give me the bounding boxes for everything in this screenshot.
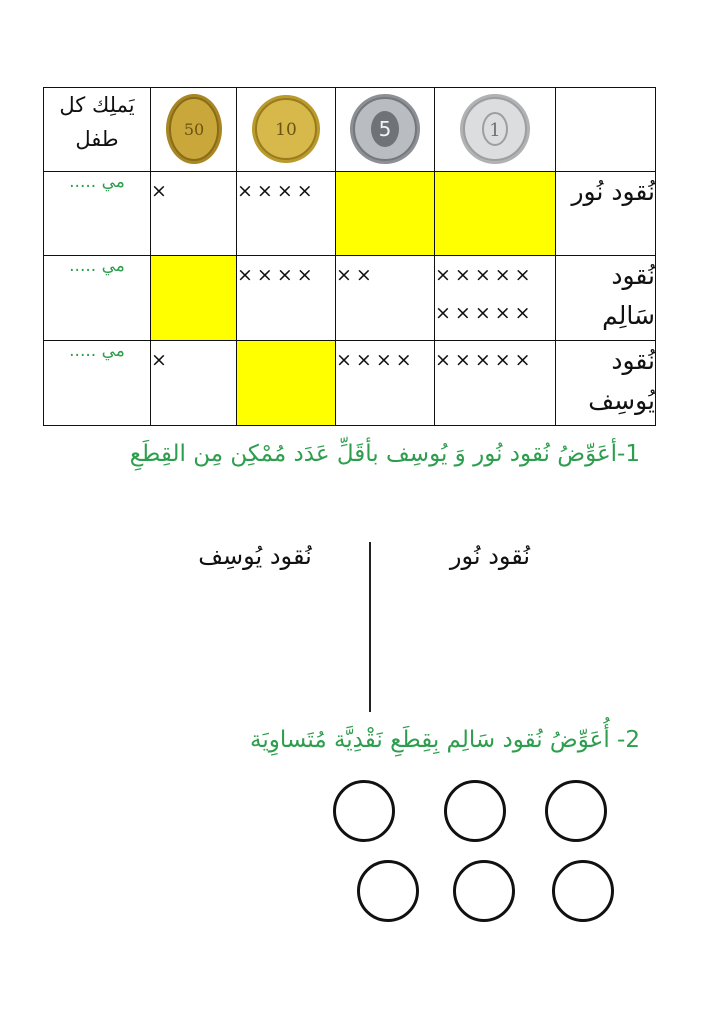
answer-blank[interactable]: ..... مي [44,341,151,426]
coin-header-row [44,88,656,172]
header-empty-cell [556,88,656,172]
marks-10: ×××× [237,256,336,341]
table-row [44,172,656,256]
column-label-youssef: نُقود يُوسِف [198,542,312,570]
coin-10-icon [250,91,322,167]
coin-5-icon [346,91,424,167]
coin-10-label: 10 [275,120,297,140]
coin-1-icon [455,91,535,167]
row-name: نُقود سَالِم [556,256,656,341]
coin-50-cell [151,88,237,172]
row-name: نُقود نُور [556,172,656,256]
marks-50-highlight [151,256,237,341]
answer-circle[interactable] [545,780,607,842]
column-label-nour: نُقود نُور [449,542,531,570]
question-1: 1-أعَوِّضُ نُقود نُور وَ يُوسِف بأقَلِّ عَدَد مُمْكِن مِن القِطَعِ [129,441,640,467]
coin-5-cell [336,88,435,172]
marks-1: ××××× [435,341,556,426]
answer-blank[interactable]: ..... مي [44,172,151,256]
coin-50-icon [163,91,225,167]
marks-5: ×× [336,256,435,341]
marks-50: × [151,341,237,426]
money-table [43,87,656,426]
column-divider [369,542,371,712]
question-2: 2- أُعَوِّضُ نُقود سَالِم بِقِطَعِ نَقْدِيَّة مُتَساوِيَة [250,727,640,753]
coin-50-label: 50 [183,120,204,139]
coin-1-cell [435,88,556,172]
table-row [44,256,656,341]
marks-10: ×××× [237,172,336,256]
marks-1: ××××× ××××× [435,256,556,341]
row-name: نُقود يُوسِف [556,341,656,426]
header-label: يَملِك كل طفل [44,88,151,172]
marks-5: ×××× [336,341,435,426]
coin-5-label: 5 [378,117,392,141]
coin-10-cell [237,88,336,172]
marks-10-highlight [237,341,336,426]
marks-5-highlight [336,172,435,256]
answer-circle[interactable] [453,860,515,922]
answer-blank[interactable]: ..... مي [44,256,151,341]
table-row [44,341,656,426]
answer-circle[interactable] [333,780,395,842]
answer-circle[interactable] [444,780,506,842]
coin-1-label: 1 [489,120,501,141]
answer-circle[interactable] [357,860,419,922]
answer-circle[interactable] [552,860,614,922]
marks-50: × [151,172,237,256]
marks-1-highlight [435,172,556,256]
